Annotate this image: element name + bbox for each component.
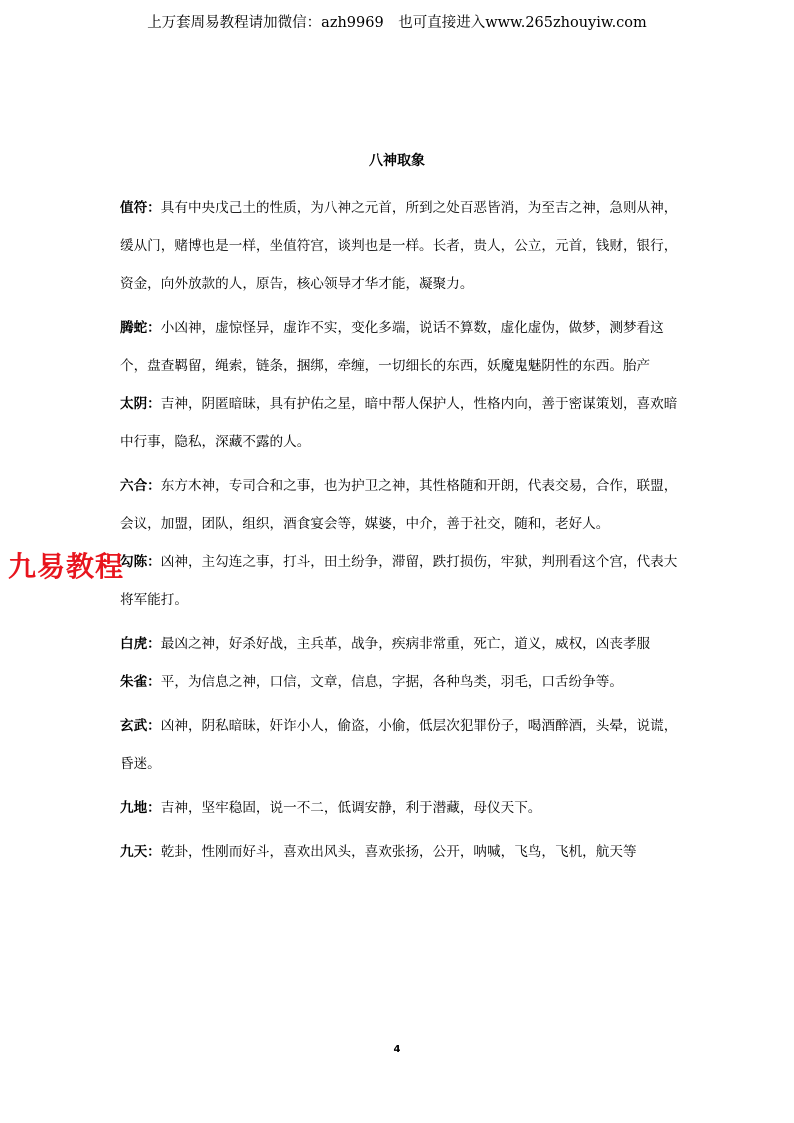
entry-jiutian bbox=[120, 833, 680, 871]
entry-term: 腾蛇： bbox=[120, 320, 161, 336]
entry-text: 东方木神，专司合和之事，也为护卫之神，其性格随和开朗，代表交易，合作，联盟，会议，加盟，团队，组织，酒食宴会等，媒婆，中介，善于社交，随和，老好人。 bbox=[120, 478, 678, 532]
entry-term: 白虎： bbox=[120, 636, 161, 652]
entry-text: 平，为信息之神，口信，文章，信息，字据，各种鸟类，羽毛，口舌纷争等。 bbox=[160, 674, 623, 690]
entry-tengshe bbox=[120, 309, 680, 385]
page-header: 上万套周易教程请加微信：azh9969 也可直接进入www.265zhouyiw.com bbox=[147, 15, 647, 31]
entry-term: 值符： bbox=[120, 200, 161, 216]
entry-text: 凶神，主勾连之事，打斗，田土纷争，滞留，跌打损伤，牢狱，判刑看这个宫，代表大将军能打。 bbox=[120, 554, 678, 608]
entry-jiudi bbox=[120, 789, 680, 827]
entry-term: 朱雀： bbox=[120, 674, 161, 690]
entry-baihu bbox=[120, 625, 680, 663]
entry-term: 九天： bbox=[120, 844, 161, 860]
entries-list bbox=[120, 189, 680, 871]
entry-zhifu bbox=[120, 189, 680, 303]
entry-text: 乾卦，性刚而好斗，喜欢出风头，喜欢张扬，公开，呐喊，飞鸟，飞机，航天等 bbox=[160, 844, 637, 860]
entry-xuanwu bbox=[120, 707, 680, 783]
entry-liuhe bbox=[120, 467, 680, 543]
entry-text: 吉神，阴匿暗昧，具有护佑之星，暗中帮人保护人，性格内向，善于密谋策划，喜欢暗中行事，隐私，深藏不露的人。 bbox=[120, 396, 678, 450]
entry-text: 最凶之神，好杀好战，主兵革，战争，疾病非常重，死亡，道义，威权，凶丧孝服 bbox=[160, 636, 651, 652]
entry-text: 小凶神，虚惊怪异，虚诈不实，变化多端，说话不算数，虚化虚伪，做梦，测梦看这个，盘查羁留，绳索，链条，捆绑，牵缠，一切细长的东西，妖魔鬼魅阴性的东西。胎产 bbox=[120, 320, 664, 374]
entry-text: 凶神，阴私暗昧，奸诈小人，偷盗，小偷，低层次犯罪份子，喝酒醉酒，头晕，说谎，昏迷。 bbox=[120, 718, 678, 772]
entry-text: 具有中央戊己土的性质，为八神之元首，所到之处百恶皆消，为至吉之神，急则从神，缓从门，赌博也是一样，坐值符宫，谈判也是一样。长者，贵人，公立，元首，钱财，银行，资金，向外放款的人，原告，核心领导才华才能，凝聚力。 bbox=[120, 200, 678, 292]
entry-gouchen bbox=[120, 543, 680, 619]
entry-term: 勾陈： bbox=[120, 554, 161, 570]
entry-taiyin bbox=[120, 385, 680, 461]
entry-term: 九地： bbox=[120, 800, 161, 816]
entry-term: 太阴： bbox=[120, 396, 161, 412]
document-title: 八神取象 bbox=[369, 153, 425, 169]
page-number: 4 bbox=[393, 1044, 401, 1055]
entry-text: 吉神，坚牢稳固，说一不二，低调安静，利于潜藏，母仪天下。 bbox=[160, 800, 542, 816]
entry-zhuque bbox=[120, 663, 680, 701]
entry-term: 六合： bbox=[120, 478, 161, 494]
entry-term: 玄武： bbox=[120, 718, 161, 734]
watermark-logo: 九易教程 bbox=[8, 550, 125, 583]
